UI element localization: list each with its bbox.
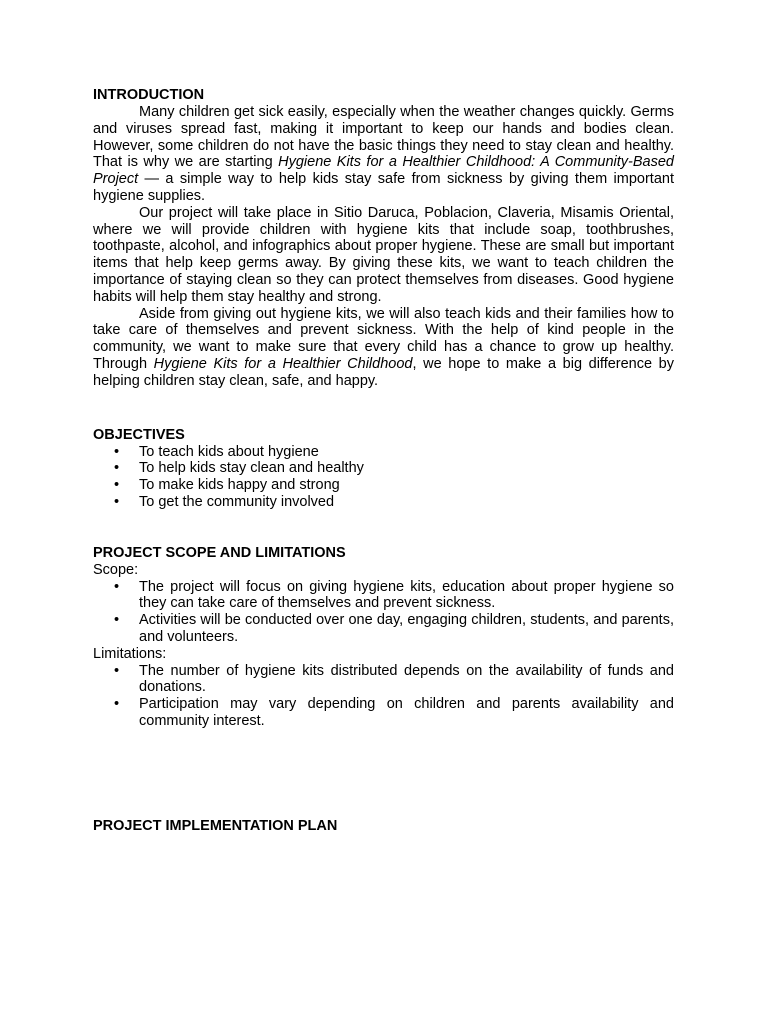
- intro-p1-project-title: Hygiene Kits for a Healthier Childhood: A Community-Based Project: [93, 154, 674, 188]
- intro-p3-text-before: Aside from giving out hygiene kits, we will also teach kids and their families how to take care of themselves and prevent sickness. With the help of kind people in the community, we want to make sure that every child has a chance to grow up healthy. Through: [93, 305, 674, 372]
- list-item: [93, 477, 674, 494]
- scope-text: Activities will be conducted over one day, engaging children, students, and parents, and volunteers.: [139, 612, 674, 645]
- objective-text: To help kids stay clean and healthy: [139, 460, 364, 477]
- list-item: [93, 444, 674, 461]
- introduction-paragraph-1: [93, 104, 674, 205]
- bullet-icon: •: [114, 460, 120, 477]
- intro-p3-project-title: Hygiene Kits for a Healthier Childhood: [153, 355, 413, 372]
- introduction-heading: INTRODUCTION: [93, 87, 205, 103]
- list-item: [93, 696, 674, 730]
- list-item: [93, 494, 674, 511]
- scope-limitations-heading: PROJECT SCOPE AND LIMITATIONS: [93, 544, 346, 561]
- scope-list: [93, 579, 674, 646]
- intro-p1-text-after: — a simple way to help kids stay safe from sickness by giving them important hygiene supplies.: [93, 171, 674, 204]
- objectives-heading: OBJECTIVES: [93, 426, 185, 443]
- list-item: [93, 579, 674, 613]
- objectives-list: [93, 444, 674, 511]
- bullet-icon: •: [114, 493, 120, 510]
- list-item: [93, 612, 674, 646]
- implementation-plan-heading: PROJECT IMPLEMENTATION PLAN: [93, 817, 338, 834]
- limitations-list: [93, 663, 674, 730]
- intro-p1-text-before: Many children get sick easily, especially when the weather changes quickly. Germs and viruses spread fast, making it important to keep our hands and bodies clean. However, some children do not have the basic things they need to stay clean and healthy. That is why we are starting: [93, 104, 674, 171]
- document-page: [93, 87, 674, 835]
- bullet-icon: •: [114, 578, 120, 595]
- bullet-icon: •: [114, 443, 120, 460]
- list-item: [93, 663, 674, 697]
- introduction-paragraph-2: Our project will take place in Sitio Daruca, Poblacion, Claveria, Misamis Oriental, where we will provide children with hygiene kits that include soap, toothbrushes, toothpaste, alcohol, and infographics about proper hygiene. These are small but important items that help keep germs away. By giving these kits, we want to teach children the importance of staying clean so they can protect themselves from diseases. Good hygiene habits will help them stay healthy and strong.: [93, 204, 674, 305]
- bullet-icon: •: [114, 662, 120, 679]
- bullet-icon: •: [114, 477, 120, 494]
- intro-p3-text-after: , we hope to make a big difference by helping children stay clean, safe, and happy.: [93, 355, 674, 389]
- limitations-label: Limitations:: [93, 645, 167, 662]
- bullet-icon: •: [114, 612, 120, 629]
- objective-text: To teach kids about hygiene: [139, 443, 319, 460]
- scope-text: The project will focus on giving hygiene kits, education about proper hygiene so they can take care of themselves and prevent sickness.: [139, 578, 674, 612]
- limitation-text: Participation may vary depending on children and parents availability and community interest.: [139, 696, 674, 729]
- objective-text: To make kids happy and strong: [139, 477, 340, 494]
- bullet-icon: •: [114, 696, 120, 713]
- list-item: [93, 460, 674, 477]
- introduction-paragraph-3: [93, 306, 674, 390]
- limitation-text: The number of hygiene kits distributed depends on the availability of funds and donations.: [139, 662, 674, 696]
- scope-label: Scope:: [93, 561, 139, 578]
- objective-text: To get the community involved: [139, 493, 335, 510]
